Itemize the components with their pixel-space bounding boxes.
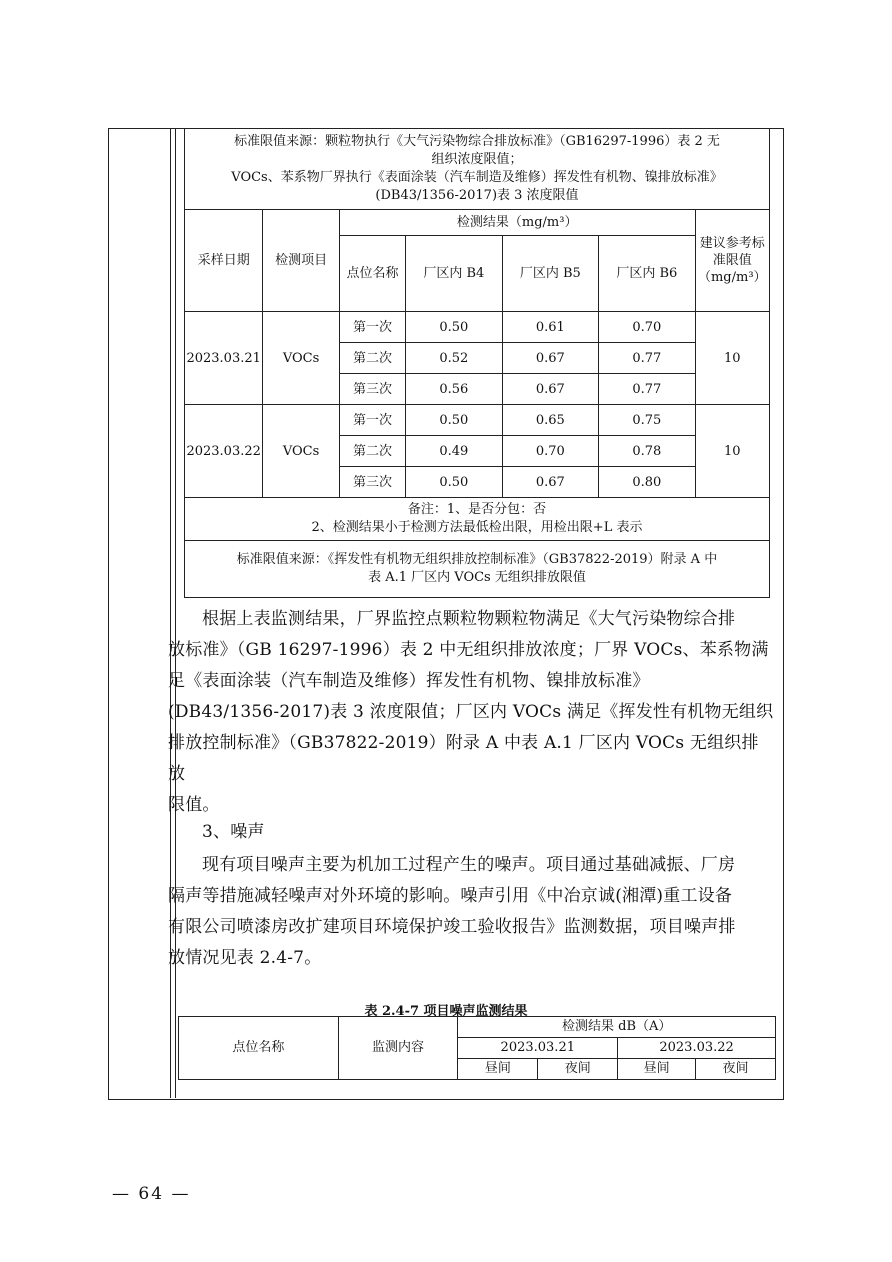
header-night: 夜间 [538,1059,618,1080]
table-caption: 表 2.4-7 项目噪声监测结果 [364,1004,528,1019]
header-date-2: 2023.03.22 [618,1038,776,1059]
value-cell: 0.61 [502,312,598,343]
header-content: 监测内容 [338,1017,458,1080]
header-night: 夜间 [696,1059,776,1080]
header-b4: 厂区内 B4 [406,236,502,312]
value-cell: 0.49 [406,436,502,467]
header-day: 昼间 [618,1059,696,1080]
date-cell: 2023.03.21 [185,312,263,405]
paragraph-conclusion: 根据上表监测结果，厂界监控点颗粒物颗粒物满足《大气污染物综合排 放标准》（GB 16297-1996）表 2 中无组织排放浓度；厂界 VOCs、苯系物满 足《表面涂装（汽车制造及维修）挥发性有机物、镍排放标准》 (DB43/1356-2017)表 3 浓度限值；厂区内 VOCs 满足《挥发性有机物无组织 排放控制标准》（GB37822-2019）附录 A 中表 A.1 厂区内 VOCs 无组织排放 限值。 [168,609,774,815]
source-note-bottom: 标准限值来源：《挥发性有机物无组织排放控制标准》（GB37822-2019）附录 A 中 表 A.1 厂区内 VOCs 无组织排放限值 [185,541,770,598]
value-cell: 0.50 [406,405,502,436]
remark: 备注：1、是否分包：否 2、检测结果小于检测方法最低检出限，用检出限+L 表示 [185,498,770,541]
value-cell: 0.77 [599,374,695,405]
value-cell: 0.75 [599,405,695,436]
value-cell: 0.50 [406,312,502,343]
value-cell: 0.80 [599,467,695,498]
item-cell: VOCs [263,312,339,405]
header-day: 昼间 [458,1059,538,1080]
time-cell: 第一次 [339,312,405,343]
noise-table [178,1016,776,1080]
header-result: 检测结果 dB（A） [458,1017,776,1038]
source-note-top: 标准限值来源：颗粒物执行《大气污染物综合排放标准》（GB16297-1996）表 2 无 组织浓度限值； VOCs、苯系物厂界执行《表面涂装（汽车制造及维修）挥发性有机物、镍排放标准》 (DB43/1356-2017)表 3 浓度限值 [185,129,770,210]
section-heading-noise: 3、噪声 [202,822,265,842]
value-cell: 0.52 [406,343,502,374]
value-cell: 0.56 [406,374,502,405]
header-b6: 厂区内 B6 [599,236,695,312]
limit-cell: 10 [695,405,769,498]
paragraph-noise: 现有项目噪声主要为机加工过程产生的噪声。项目通过基础减振、厂房 隔声等措施减轻噪声对外环境的影响。噪声引用《中冶京诚(湘潭)重工设备 有限公司喷漆房改扩建项目环境保护竣工验收报告》监测数据，项目噪声排 放情况见表 2.4-7。 [168,855,736,968]
header-limit: 建议参考标准限值（mg/m³） [695,210,769,312]
value-cell: 0.67 [502,374,598,405]
time-cell: 第二次 [339,343,405,374]
time-cell: 第一次 [339,405,405,436]
limit-cell: 10 [695,312,769,405]
value-cell: 0.78 [599,436,695,467]
page-number: — 64 — [112,1184,191,1204]
value-cell: 0.50 [406,467,502,498]
header-result-group: 检测结果（mg/m³） [339,210,695,236]
value-cell: 0.65 [502,405,598,436]
header-date-1: 2023.03.21 [458,1038,618,1059]
value-cell: 0.70 [599,312,695,343]
date-cell: 2023.03.22 [185,405,263,498]
header-point: 点位名称 [339,236,405,312]
value-cell: 0.77 [599,343,695,374]
time-cell: 第二次 [339,436,405,467]
voc-monitoring-table [184,128,770,598]
time-cell: 第三次 [339,374,405,405]
value-cell: 0.67 [502,467,598,498]
header-item: 检测项目 [263,210,339,312]
header-date: 采样日期 [185,210,263,312]
header-point-name: 点位名称 [179,1017,339,1080]
item-cell: VOCs [263,405,339,498]
value-cell: 0.67 [502,343,598,374]
header-b5: 厂区内 B5 [502,236,598,312]
time-cell: 第三次 [339,467,405,498]
value-cell: 0.70 [502,436,598,467]
